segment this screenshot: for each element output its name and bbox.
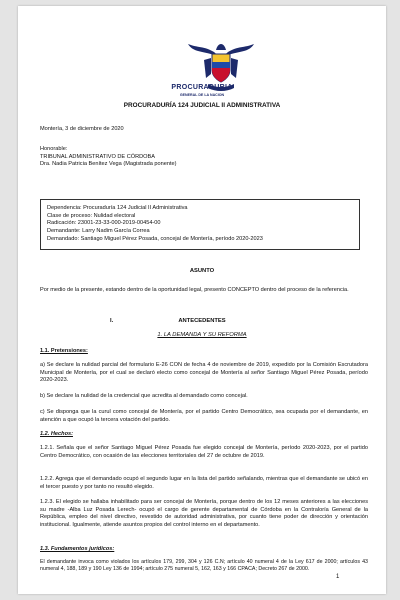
pretensiones-heading: 1.1. Pretensiones: xyxy=(40,348,88,354)
case-reference-box xyxy=(40,199,360,250)
addressee-line: Honorable: xyxy=(40,146,68,152)
date-line: Montería, 3 de diciembre de 2020 xyxy=(40,126,124,132)
hecho-2: 1.2.2. Agrega que el demandado ocupó el segundo lugar en la lista del partido señalando, mientras que el demandante se ubicó en el tercer puesto y por tanto no resultó elegido. xyxy=(40,476,368,490)
addressee-block xyxy=(40,146,368,169)
addressee-line: TRIBUNAL ADMINISTRATIVO DE CÓRDOBA xyxy=(40,153,155,160)
case-field-clase: Clase de proceso: Nulidad electoral xyxy=(47,212,136,219)
pretension-a: a) Se declare la nulidad parcial del formulario E-26 CON de fecha 4 de noviembre de 2019, expedido por la Comisión Escrutadora Municipal de Montería, por el cual se declaró electo como concejal de Montería al señor Santiago Miguel Pérez Posada, período 2020-2023. xyxy=(40,362,368,384)
page-number: 1 xyxy=(336,574,340,580)
section-subtitle: 1. LA DEMANDA Y SU REFORMA xyxy=(157,332,247,338)
fundamentos-text: El demandante invoca como violados los artículos 179, 299, 304 y 126 C.N; artículo 40 numeral 4 de la Ley 617 de 2000; artículos 43 numeral 4, 188, 189 y 190 Ley 136 de 1994; artículo 275 numeral 5, 162, 163 y 166 CPACA; Decreto 267 de 2000. xyxy=(40,559,368,573)
fundamentos-heading: 1.3. Fundamentos jurídicos: xyxy=(40,546,115,552)
section-title: ANTECEDENTES xyxy=(178,318,226,324)
addressee-line: Dra. Nadia Patricia Benítez Vega (Magistrada ponente) xyxy=(40,161,177,168)
hechos-heading: 1.2. Hechos: xyxy=(40,431,73,437)
pretension-c: c) Se disponga que la curul como concejal de Montería, por el partido Centro Democrático, sea ocupada por el demandante, en atención a que ocupó la tercera votación del partido. xyxy=(40,409,368,423)
document-page xyxy=(18,6,386,594)
pretension-b: b) Se declare la nulidad de la credencial que acredita al demandado como concejal. xyxy=(40,393,248,399)
case-field-demandado: Demandado: Santiago Miguel Pérez Posada, concejal de Montería, período 2020-2023 xyxy=(47,235,263,242)
hecho-3: 1.2.3. El elegido se hallaba inhabilitado para ser concejal de Montería, porque dentro de los 12 meses anteriores a las elecciones su madre -Alba Luz Posada Lerech- ocupó el cargo de gerente departamental de Córdoba en la Contraloría General de la República, empleo del nivel directivo, revestido de autoridad administrativa, por cuanto tiene poder de dirección y orientación institucional. Igualmente, atiende asuntos propios del control interno en el departamento. xyxy=(40,499,368,528)
case-field-radicacion: Radicación: 23001-23-33-000-2019-00454-00 xyxy=(47,220,161,227)
asunto-heading: ASUNTO xyxy=(189,268,215,274)
office-heading: PROCURADURÍA 124 JUDICIAL II ADMINISTRATIVA xyxy=(123,102,281,109)
case-field-dependencia: Dependencia: Procuraduría 124 Judicial II Administrativa xyxy=(47,205,188,211)
hecho-1: 1.2.1. Señala que el señor Santiago Miguel Pérez Posada fue elegido concejal de Montería, período 2020-2023, por el partido Centro Democrático, con ocasión de las elecciones territoriales del 27 de octubre de 2019. xyxy=(40,445,368,459)
case-field-demandante: Demandante: Larry Nadim García Correa xyxy=(47,228,150,235)
logo-title: PROCURADURIA xyxy=(171,84,233,91)
asunto-text: Por medio de la presente, estando dentro de la oportunidad legal, presento CONCEPTO dentro del proceso de la referencia. xyxy=(40,287,349,293)
logo-subtitle: GENERAL DE LA NACION xyxy=(179,93,225,97)
section-number: I. xyxy=(110,318,114,324)
